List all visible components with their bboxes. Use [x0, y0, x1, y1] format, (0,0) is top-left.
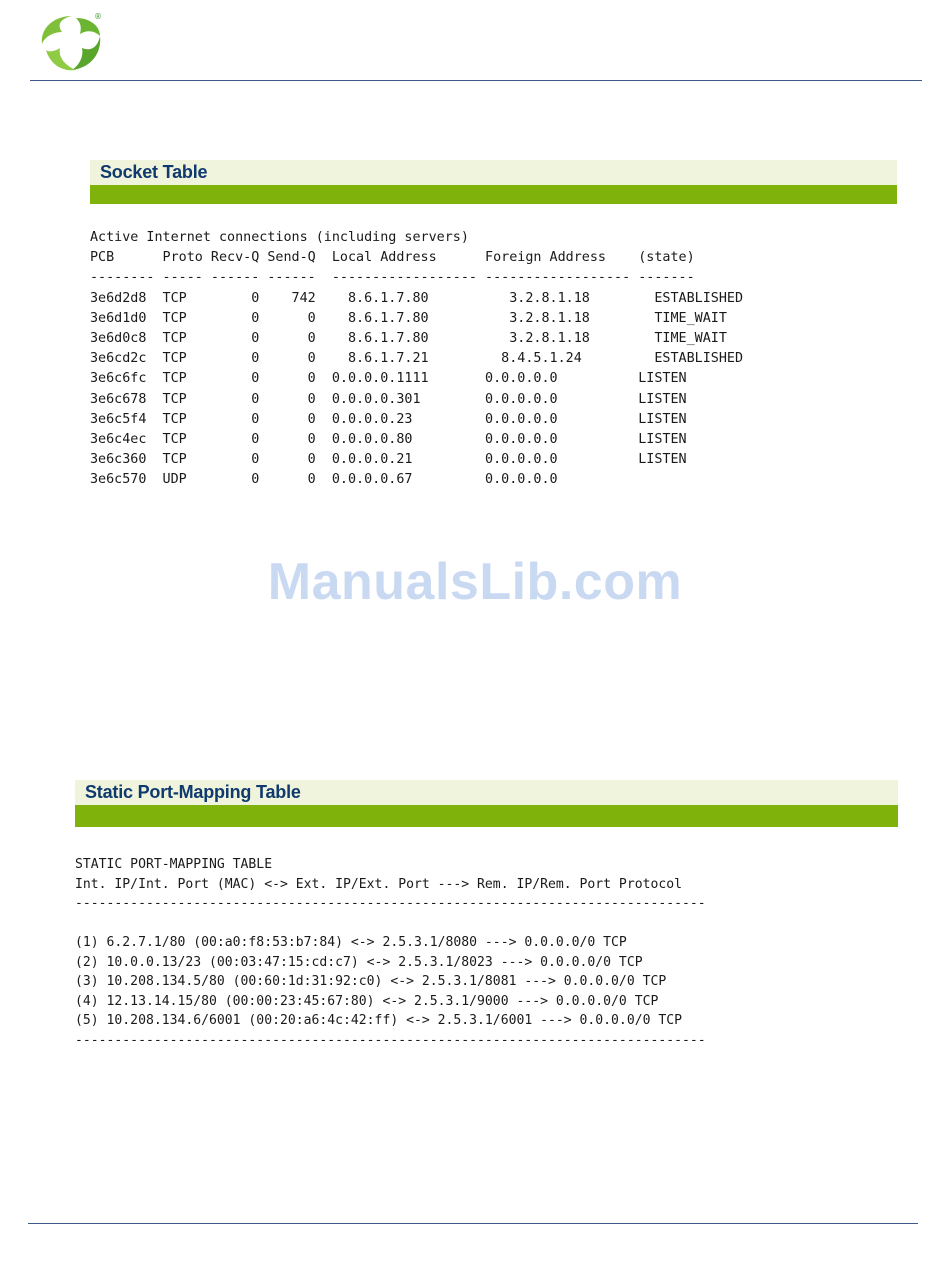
static-table-output [75, 855, 706, 1050]
static-table-title: Static Port-Mapping Table [75, 780, 898, 805]
socket-row: 3e6c5f4 TCP 0 0 0.0.0.0.23 0.0.0.0.0 LISTEN [90, 411, 687, 427]
static-header-row: Int. IP/Int. Port (MAC) <-> Ext. IP/Ext. Port ---> Rem. IP/Rem. Port Protocol [75, 876, 682, 892]
swirl-logo-icon [32, 8, 112, 74]
static-footer-separator: -------------------------------------------------------------------------------- [75, 1032, 706, 1048]
socket-row: 3e6c570 UDP 0 0 0.0.0.0.67 0.0.0.0.0 [90, 472, 558, 488]
socket-row: 3e6c360 TCP 0 0 0.0.0.0.21 0.0.0.0.0 LISTEN [90, 452, 687, 468]
socket-row: 3e6d1d0 TCP 0 0 8.6.1.7.80 3.2.8.1.18 TIME_WAIT [90, 310, 727, 326]
header-rule [30, 80, 922, 81]
static-row: (1) 6.2.7.1/80 (00:a0:f8:53:b7:84) <-> 2.5.3.1/8080 ---> 0.0.0.0/0 TCP [75, 935, 627, 950]
static-row: (5) 10.208.134.6/6001 (00:20:a6:4c:42:ff) <-> 2.5.3.1/6001 ---> 0.0.0.0/0 TCP [75, 1013, 682, 1028]
socket-row: 3e6d0c8 TCP 0 0 8.6.1.7.80 3.2.8.1.18 TIME_WAIT [90, 331, 727, 347]
static-separator: -------------------------------------------------------------------------------- [75, 896, 706, 911]
static-row: (2) 10.0.0.13/23 (00:03:47:15:cd:c7) <-> 2.5.3.1/8023 ---> 0.0.0.0/0 TCP [75, 954, 643, 970]
static-table-heading [75, 780, 898, 827]
socket-row: 3e6d2d8 TCP 0 742 8.6.1.7.80 3.2.8.1.18 ESTABLISHED [90, 290, 744, 306]
footer-rule [28, 1223, 918, 1224]
static-intro: STATIC PORT-MAPPING TABLE [75, 857, 273, 872]
registered-mark: ® [94, 12, 102, 21]
watermark: ManualsLib.com [267, 553, 683, 611]
static-table-accent-bar [75, 805, 898, 827]
static-row: (3) 10.208.134.5/80 (00:60:1d:31:92:c0) <-> 2.5.3.1/8081 ---> 0.0.0.0/0 TCP [75, 974, 667, 989]
socket-table-title: Socket Table [90, 160, 897, 185]
socket-separator: -------- ----- ------ ------ ------------------ ------------------ ------- [90, 270, 695, 286]
socket-intro: Active Internet connections (including servers) [90, 230, 469, 245]
static-row: (4) 12.13.14.15/80 (00:00:23:45:67:80) <-> 2.5.3.1/9000 ---> 0.0.0.0/0 TCP [75, 993, 659, 1009]
socket-row: 3e6c678 TCP 0 0 0.0.0.0.301 0.0.0.0.0 LISTEN [90, 391, 687, 407]
socket-row: 3e6c6fc TCP 0 0 0.0.0.0.1111 0.0.0.0.0 LISTEN [90, 371, 687, 387]
socket-header-row: PCB Proto Recv-Q Send-Q Local Address Foreign Address (state) [90, 250, 695, 266]
socket-row: 3e6c4ec TCP 0 0 0.0.0.0.80 0.0.0.0.0 LISTEN [90, 432, 687, 448]
socket-table-accent-bar [90, 185, 897, 204]
socket-table-heading [90, 160, 897, 204]
socket-row: 3e6cd2c TCP 0 0 8.6.1.7.21 8.4.5.1.24 ESTABLISHED [90, 351, 744, 367]
socket-table-output [90, 228, 743, 491]
